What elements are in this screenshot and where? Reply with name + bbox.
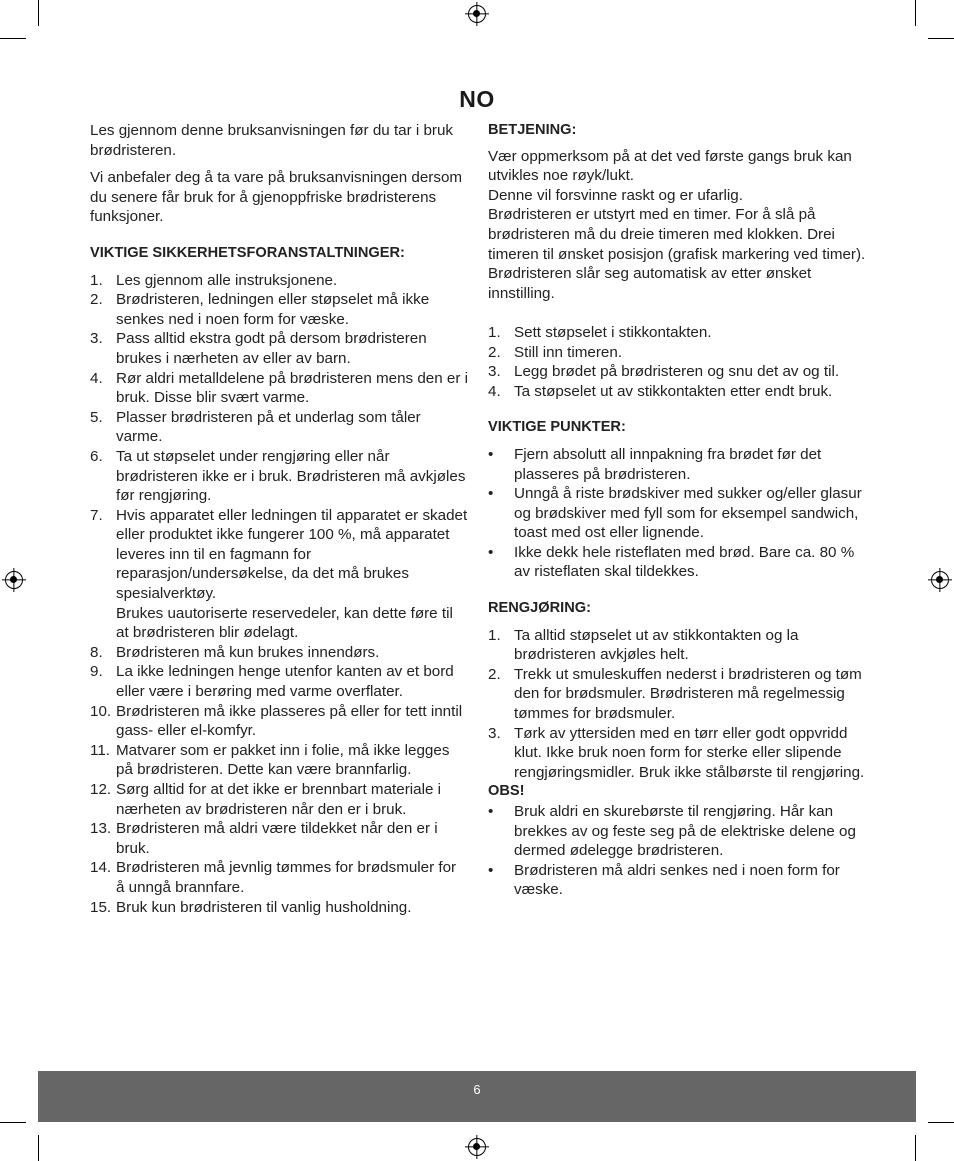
item-text: Legg brødet på brødristeren og snu det av og til. bbox=[514, 363, 840, 381]
crop-mark bbox=[928, 38, 954, 39]
obs-label: OBS! bbox=[488, 783, 525, 800]
list-item bbox=[90, 780, 468, 819]
list-item bbox=[90, 290, 468, 329]
item-text: Ta alltid støpselet ut av stikkontakten og la brødristeren avkjøles helt. bbox=[514, 626, 799, 664]
list-item bbox=[90, 898, 468, 918]
list-item bbox=[488, 626, 870, 665]
list-item bbox=[488, 724, 870, 783]
item-number: 2. bbox=[90, 291, 103, 309]
list-item bbox=[90, 662, 468, 701]
list-item bbox=[90, 819, 468, 858]
item-number: 5. bbox=[90, 408, 103, 426]
list-item bbox=[90, 329, 468, 368]
item-text: Brødristeren må kun brukes innendørs. bbox=[116, 643, 380, 661]
item-number: 4. bbox=[488, 382, 501, 400]
item-number: 6. bbox=[90, 447, 103, 465]
item-text: Ta støpselet ut av stikkontakten etter endt bruk. bbox=[514, 382, 833, 400]
list-item bbox=[488, 362, 870, 382]
list-item bbox=[488, 445, 870, 484]
item-text: Bruk kun brødristeren til vanlig husholdning. bbox=[116, 898, 412, 916]
list-item bbox=[488, 343, 870, 363]
item-number: 2. bbox=[488, 343, 501, 361]
list-item bbox=[488, 802, 870, 861]
cleaning-heading: RENGJØRING: bbox=[488, 600, 591, 617]
item-text: Ikke dekk hele risteflaten med brød. Bare ca. 80 % av risteflaten skal tildekkes. bbox=[514, 543, 855, 581]
bullet-icon: • bbox=[488, 861, 494, 879]
list-item bbox=[90, 858, 468, 897]
item-extra-text: Brukes uautoriserte reservedeler, kan dette føre til at brødristeren blir ødelagt. bbox=[116, 604, 453, 642]
item-text: Brødristeren må aldri være tildekket når den er i bruk. bbox=[116, 820, 438, 857]
item-number: 3. bbox=[488, 363, 501, 381]
item-text: Les gjennom alle instruksjonene. bbox=[116, 271, 338, 289]
item-number: 1. bbox=[90, 271, 103, 289]
bullet-icon: • bbox=[488, 445, 494, 463]
item-text: Plasser brødristeren på et underlag som tåler varme. bbox=[116, 408, 421, 446]
item-number: 3. bbox=[90, 330, 103, 348]
item-number: 12. bbox=[90, 781, 112, 798]
item-text: Brødristeren, ledningen eller støpselet må ikke senkes ned i noen form for væske. bbox=[116, 291, 430, 328]
item-text: Rør aldri metalldelene på brødristeren mens den er i bruk. Disse blir svært varme. bbox=[116, 369, 468, 407]
item-text: Brødristeren må jevnlig tømmes for brødsmuler for å unngå brannfare. bbox=[116, 859, 457, 896]
operation-steps-list bbox=[488, 323, 870, 401]
item-text: Matvarer som er pakket inn i folie, må ikke legges på brødristeren. Dette kan være brannfarlig. bbox=[116, 741, 450, 779]
registration-mark-icon bbox=[468, 1138, 486, 1156]
cleaning-steps-list bbox=[488, 626, 870, 783]
registration-mark-icon bbox=[5, 571, 23, 589]
item-text: Brødristeren må aldri senkes ned i noen form for væske. bbox=[514, 861, 840, 899]
operation-text: Brødristeren er utstyrt med en timer. For å slå på brødristeren må du dreie timeren med klokken. Drei timeren til ønsket posisjon (grafisk markering ved timer). Brødristeren slår seg automatisk av etter ønsket innstilling. bbox=[488, 206, 866, 302]
list-item bbox=[90, 741, 468, 780]
list-item bbox=[488, 543, 870, 582]
crop-mark bbox=[38, 1135, 39, 1161]
safety-list bbox=[90, 271, 468, 918]
points-list bbox=[488, 445, 870, 582]
item-text: La ikke ledningen henge utenfor kanten av et bord eller være i berøring med varme overflater. bbox=[116, 663, 454, 701]
item-number: 2. bbox=[488, 665, 501, 683]
list-item bbox=[488, 665, 870, 724]
item-text: Fjern absolutt all innpakning fra brødet før det plasseres på brødristeren. bbox=[514, 445, 822, 483]
page-number: 6 bbox=[473, 1082, 481, 1097]
crop-mark bbox=[0, 38, 26, 39]
list-item bbox=[488, 323, 870, 343]
item-text: Bruk aldri en skurebørste til rengjøring. Hår kan brekkes av og feste seg på de elektriske delene og dermed ødelegge brødristeren. bbox=[514, 803, 856, 860]
item-text: Ta ut støpselet under rengjøring eller når brødristeren ikke er i bruk. Brødristeren må avkjøles før rengjøring. bbox=[116, 447, 466, 505]
item-number: 9. bbox=[90, 663, 103, 681]
list-item bbox=[90, 702, 468, 741]
item-number: 15. bbox=[90, 898, 112, 916]
item-text: Sørg alltid for at det ikke er brennbart materiale i nærheten av brødristeren når den er i bruk. bbox=[116, 781, 441, 818]
item-number: 14. bbox=[90, 859, 112, 877]
operation-heading: BETJENING: bbox=[488, 122, 577, 138]
footer-bar bbox=[38, 1071, 916, 1122]
item-number: 1. bbox=[488, 323, 501, 341]
crop-mark bbox=[928, 1122, 954, 1123]
registration-mark-icon bbox=[931, 571, 949, 589]
bullet-icon: • bbox=[488, 803, 494, 820]
operation-text: Vær oppmerksom på at det ved første gangs bruk kan utvikles noe røyk/lukt. bbox=[488, 147, 852, 185]
points-heading: VIKTIGE PUNKTER: bbox=[488, 419, 626, 436]
item-text: Sett støpselet i stikkontakten. bbox=[514, 323, 712, 341]
intro-paragraph: Vi anbefaler deg å ta vare på bruksanvisningen dersom du senere får bruk for å gjenoppfriske brødristerens funksjoner. bbox=[90, 169, 463, 226]
obs-list bbox=[488, 802, 870, 900]
list-item bbox=[488, 484, 870, 543]
item-text: Unngå å riste brødskiver med sukker og/eller glasur og brødskiver med fyll som for eksempel sandwich, toast med ost eller lignende. bbox=[514, 485, 862, 542]
item-number: 8. bbox=[90, 643, 103, 661]
item-text: Trekk ut smuleskuffen nederst i brødristeren og tøm den for brødsmuler. Brødristeren må regelmessig tømmes for brødsmuler. bbox=[514, 665, 862, 723]
operation-text: Denne vil forsvinne raskt og er ufarlig. bbox=[488, 186, 743, 204]
intro-paragraph: Les gjennom denne bruksanvisningen før du tar i bruk brødristeren. bbox=[90, 122, 454, 159]
item-number: 1. bbox=[488, 626, 501, 644]
bullet-icon: • bbox=[488, 543, 494, 561]
item-number: 13. bbox=[90, 820, 112, 838]
item-text: Pass alltid ekstra godt på dersom brødristeren brukes i nærheten av eller av barn. bbox=[116, 330, 427, 367]
crop-mark bbox=[38, 0, 39, 26]
item-text: Hvis apparatet eller ledningen til apparatet er skadet eller produktet ikke fungerer 100 %, må apparatet leveres inn til en fagmann for reparasjon/undersøkelse, da det må brukes spesialverktøy. bbox=[116, 506, 468, 603]
list-item bbox=[90, 271, 468, 291]
item-text: Brødristeren må ikke plasseres på eller for tett inntil gass- eller el-komfyr. bbox=[116, 702, 463, 740]
crop-mark bbox=[915, 1135, 916, 1161]
item-text: Still inn timeren. bbox=[514, 343, 623, 361]
crop-mark bbox=[0, 1122, 26, 1123]
registration-mark-icon bbox=[468, 5, 486, 23]
bullet-icon: • bbox=[488, 485, 494, 503]
left-column bbox=[90, 121, 468, 917]
item-number: 3. bbox=[488, 724, 501, 742]
list-item bbox=[90, 506, 468, 643]
list-item bbox=[90, 369, 468, 408]
crop-mark bbox=[915, 0, 916, 26]
list-item bbox=[90, 447, 468, 506]
item-text: Tørk av yttersiden med en tørr eller godt oppvridd klut. Ikke bruk noen form for sterke eller slipende rengjøringsmidler. Bruk ikke stålbørste til rengjøring. bbox=[514, 724, 865, 781]
item-number: 11. bbox=[90, 741, 110, 759]
right-column bbox=[488, 121, 870, 900]
list-item bbox=[90, 408, 468, 447]
list-item bbox=[90, 643, 468, 663]
page-title: NO bbox=[459, 86, 495, 112]
safety-heading: VIKTIGE SIKKERHETSFORANSTALTNINGER: bbox=[90, 244, 405, 261]
item-number: 4. bbox=[90, 369, 103, 387]
item-number: 10. bbox=[90, 702, 112, 720]
item-number: 7. bbox=[90, 506, 103, 524]
list-item bbox=[488, 382, 870, 402]
list-item bbox=[488, 861, 870, 900]
